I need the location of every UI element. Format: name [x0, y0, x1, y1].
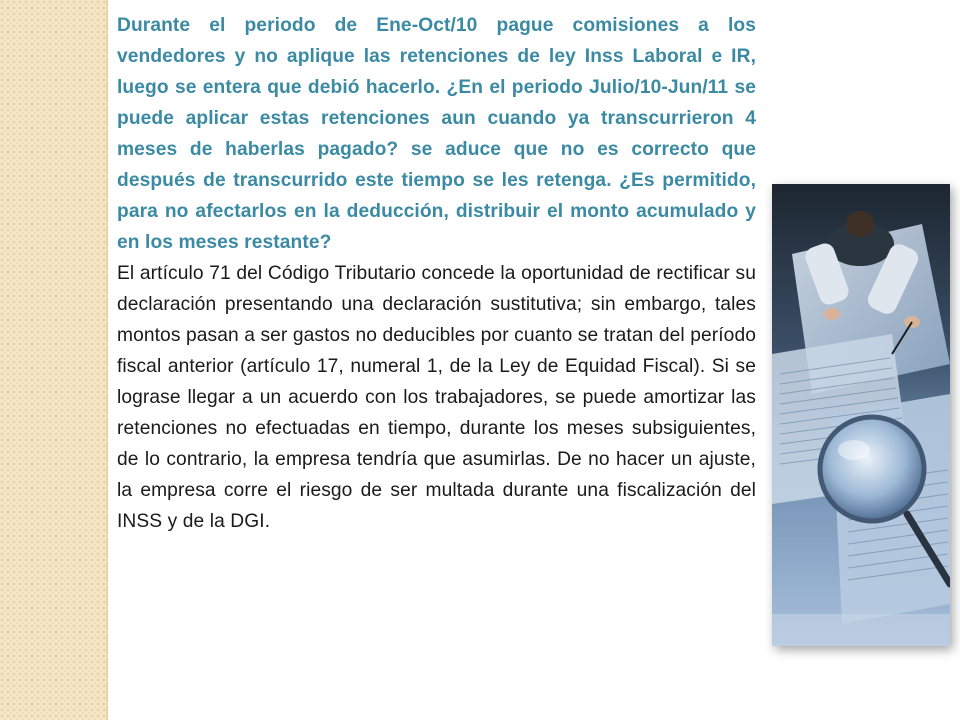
- answer-paragraph: El artículo 71 del Código Tributario concede la oportunidad de rectificar su declaración presentando una declaración sustitutiva; sin embargo, tales montos pasan a ser gastos no deducibles por cuanto se tratan del período fiscal anterior (artículo 17, numeral 1, de la Ley de Equidad Fiscal). Si se lograse llegar a un acuerdo con los trabajadores, se puede amortizar las retenciones no efectuadas en tiempo, durante los meses subsiguientes, de lo contrario, la empresa tendría que asumirlas. De no hacer un ajuste, la empresa corre el riesgo de ser multada durante una fiscalización del INSS y de la DGI.: [117, 263, 756, 532]
- decorative-side-strip: [0, 0, 106, 720]
- document-review-photo: [772, 184, 950, 646]
- question-paragraph: Durante el periodo de Ene-Oct/10 pague comisiones a los vendedores y no aplique las retenciones de ley Inss Laboral e IR, luego se entera que debió hacerlo. ¿En el periodo Julio/10-Jun/11 se puede aplicar estas retenciones aun cuando ya transcurrieron 4 meses de haberlas pagado? se aduce que no es correcto que después de transcurrido este tiempo se les retenga. ¿Es permitido, para no afectarlos en la deducción, distribuir el monto acumulado y en los meses restante?: [117, 15, 756, 253]
- side-strip-divider: [106, 0, 108, 720]
- slide-body: [117, 10, 756, 537]
